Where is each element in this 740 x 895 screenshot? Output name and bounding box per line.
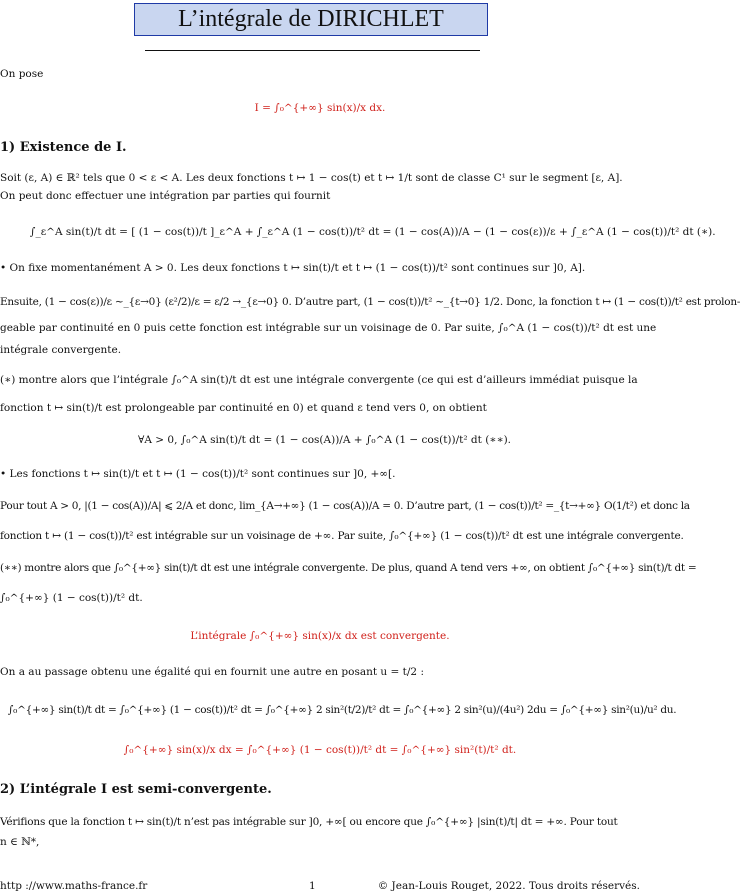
result-formula: ∫₀^{+∞} sin(x)/x dx = ∫₀^{+∞} (1 − cos(t))/t² dt = ∫₀^{+∞} sin²(t)/t² dt.: [123, 744, 517, 756]
intro-text: On pose: [0, 68, 44, 80]
paragraph-line: n ∈ ℕ*,: [0, 836, 40, 848]
paragraph-line: (∗) montre alors que l’intégrale ∫₀^A sin(t)/t dt est une intégrale convergente (ce qui est d’ailleurs immédiat puisque la: [0, 374, 638, 386]
paragraph-line: • Les fonctions t ↦ sin(t)/t et t ↦ (1 − cos(t))/t² sont continues sur ]0, +∞[.: [0, 468, 396, 480]
paragraph-line: Pour tout A > 0, |(1 − cos(A))/A| ⩽ 2/A et donc, lim_{A→+∞} (1 − cos(A))/A = 0. D’autre part, (1 − cos(t))/t² =_{t→+∞} O(1/t²) et donc la: [0, 500, 690, 512]
paragraph-line: intégrale convergente.: [0, 344, 122, 356]
paragraph-line: ∫₀^{+∞} (1 − cos(t))/t² dt.: [0, 592, 143, 604]
paragraph-line: geable par continuité en 0 puis cette fonction est intégrable sur un voisinage de 0. Par suite, ∫₀^A (1 − cos(t))/t² dt est une: [0, 322, 657, 334]
paragraph-line: On a au passage obtenu une égalité qui en fournit une autre en posant u = t/2 :: [0, 666, 424, 678]
display-formula: ∫₀^{+∞} sin(t)/t dt = ∫₀^{+∞} (1 − cos(t))/t² dt = ∫₀^{+∞} 2 sin²(t/2)/t² dt = ∫₀^{+∞} 2 sin²(u)/(4u²) 2du = ∫₀^{+∞} sin²(u)/u² du.: [8, 704, 677, 716]
footer-url[interactable]: http ://www.maths-france.fr: [0, 880, 148, 892]
paragraph-line: • On fixe momentanément A > 0. Les deux fonctions t ↦ sin(t)/t et t ↦ (1 − cos(t))/t² sont continues sur ]0, A].: [0, 262, 586, 274]
paragraph-line: Vérifions que la fonction t ↦ sin(t)/t n’est pas intégrable sur ]0, +∞[ ou encore que ∫₀^{+∞} |sin(t)/t| dt = +∞. Pour tout: [0, 816, 618, 828]
display-formula: ∫_ε^A sin(t)/t dt = [ (1 − cos(t))/t ]_ε^A + ∫_ε^A (1 − cos(t))/t² dt = (1 − cos(A))/A − (1 − cos(ε))/ε + ∫_ε^A (1 − cos(t))/t² dt (∗).: [30, 226, 716, 238]
paragraph-line: fonction t ↦ (1 − cos(t))/t² est intégrable sur un voisinage de +∞. Par suite, ∫₀^{+∞} (1 − cos(t))/t² dt est une intégrale convergente.: [0, 530, 684, 542]
page-title: [134, 3, 488, 36]
display-formula: ∀A > 0, ∫₀^A sin(t)/t dt = (1 − cos(A))/A + ∫₀^A (1 − cos(t))/t² dt (∗∗).: [138, 434, 512, 446]
definition-formula: I = ∫₀^{+∞} sin(x)/x dx.: [254, 102, 386, 114]
paragraph-line: fonction t ↦ sin(t)/t est prolongeable par continuité en 0) et quand ε tend vers 0, on obtient: [0, 402, 487, 414]
page-number: 1: [309, 880, 316, 892]
footer-copyright: © Jean-Louis Rouget, 2022. Tous droits réservés.: [377, 880, 640, 892]
section-2-heading: 2) L’intégrale I est semi-convergente.: [0, 782, 272, 797]
title-text: L’intégrale de DIRICHLET: [178, 6, 444, 32]
paragraph-line: Soit (ε, A) ∈ ℝ² tels que 0 < ε < A. Les deux fonctions t ↦ 1 − cos(t) et t ↦ 1/t sont de classe C¹ sur le segment [ε, A].: [0, 172, 623, 184]
convergence-conclusion: L’intégrale ∫₀^{+∞} sin(x)/x dx est convergente.: [190, 630, 450, 642]
paragraph-line: On peut donc effectuer une intégration par parties qui fournit: [0, 190, 331, 202]
section-1-heading: 1) Existence de I.: [0, 140, 127, 155]
paragraph-line: Ensuite, (1 − cos(ε))/ε ∼_{ε→0} (ε²/2)/ε = ε/2 →_{ε→0} 0. D’autre part, (1 − cos(t))/t² ∼_{t→0} 1/2. Donc, la fonction t ↦ (1 − cos(t))/t² est prolon-: [0, 296, 740, 308]
paragraph-line: (∗∗) montre alors que ∫₀^{+∞} sin(t)/t dt est une intégrale convergente. De plus, quand A tend vers +∞, on obtient ∫₀^{+∞} sin(t)/t dt =: [0, 562, 697, 574]
title-underline: [145, 50, 480, 51]
